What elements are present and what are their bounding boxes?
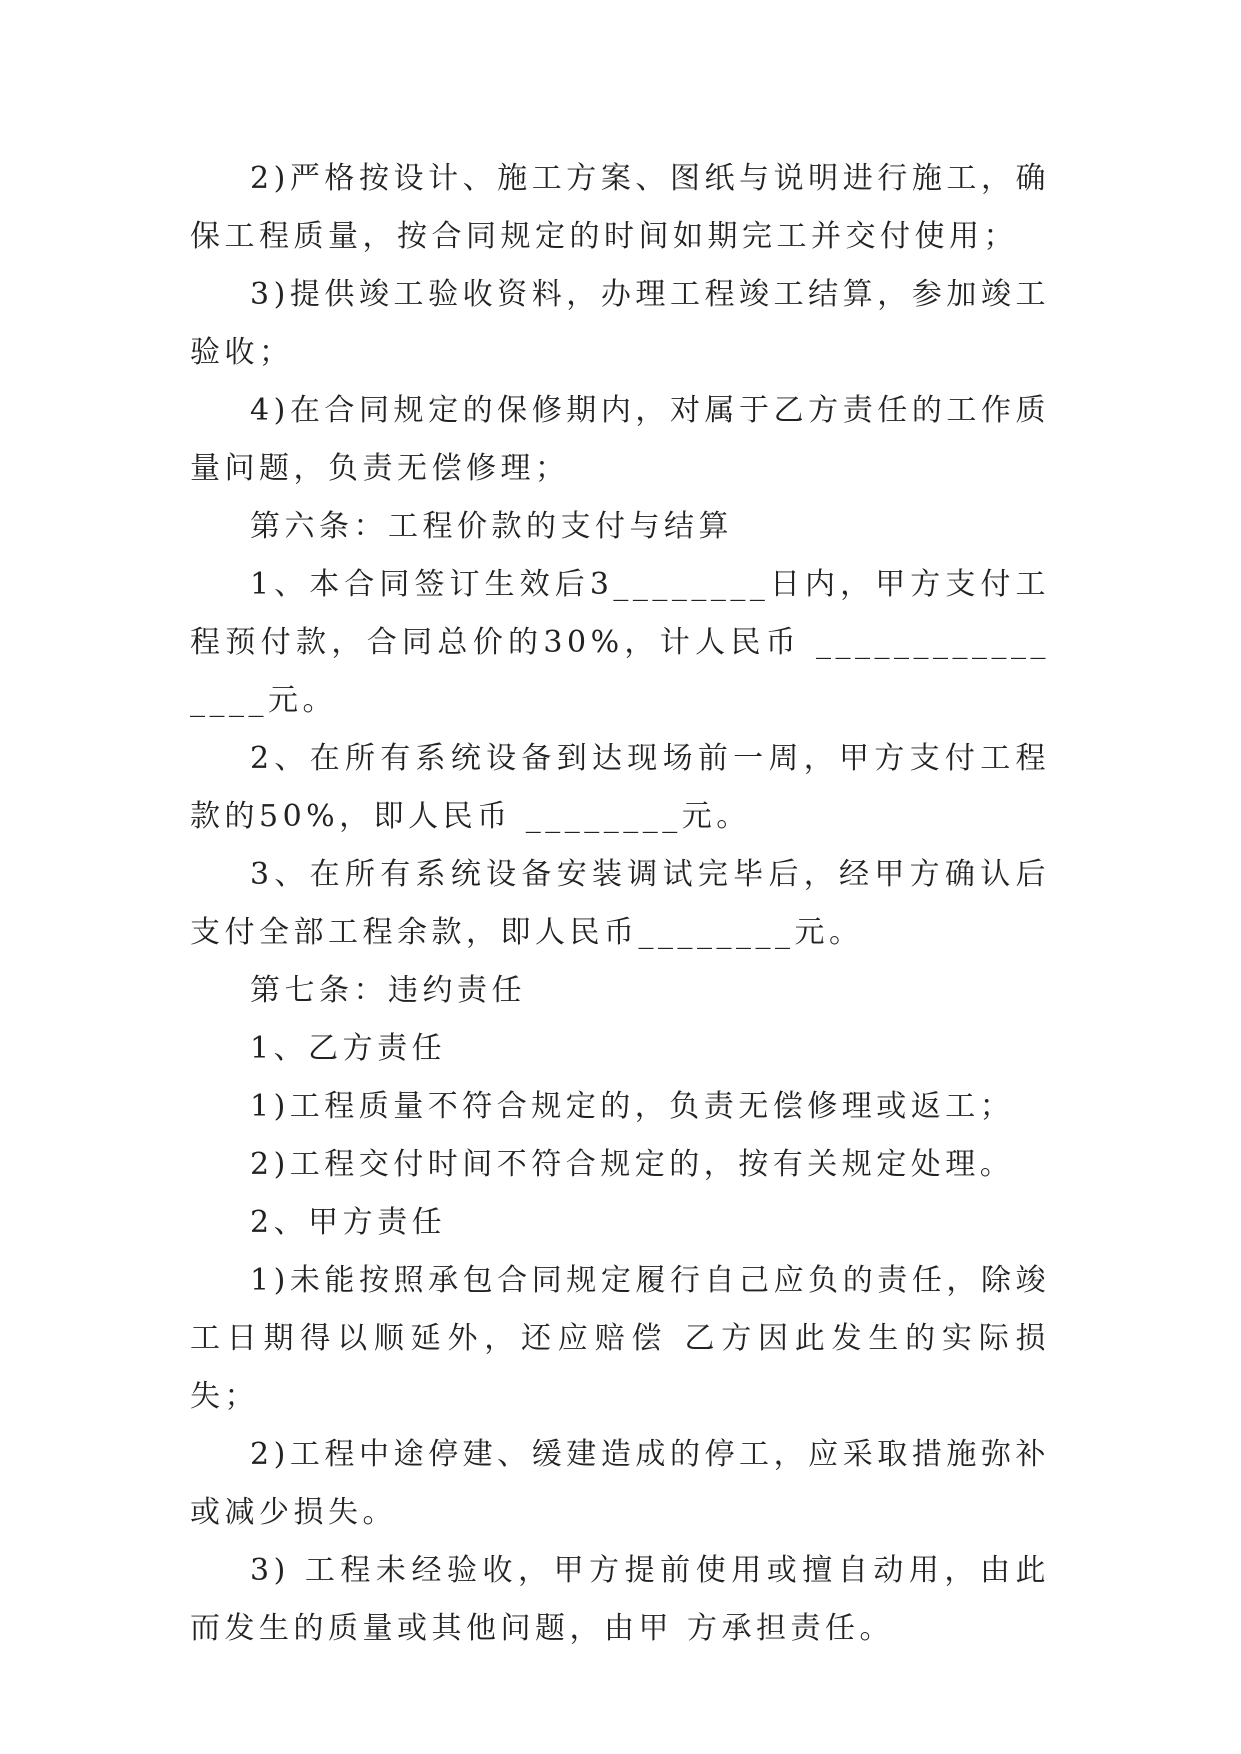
subsection-heading: 2、甲方责任 [250, 1205, 447, 1240]
clause-paragraph: 4)在合同规定的保修期内，对属于乙方责任的工作质量问题，负责无偿修理； [190, 393, 1050, 486]
clause-paragraph: 2)严格按设计、施工方案、图纸与说明进行施工，确保工程质量，按合同规定的时间如期完工并交付使用； [190, 161, 1050, 254]
clause-paragraph: 2)工程交付时间不符合规定的，按有关规定处理。 [250, 1147, 1015, 1182]
document-body [190, 150, 1050, 1658]
clause-paragraph: 3、在所有系统设备安装调试完毕后，经甲方确认后支付全部工程余款，即人民币________元。 [190, 857, 1050, 950]
clause-paragraph: 2)工程中途停建、缓建造成的停工，应采取措施弥补或减少损失。 [190, 1437, 1050, 1530]
clause-paragraph: 2、在所有系统设备到达现场前一周，甲方支付工程款的50%，即人民币 ________元。 [190, 741, 1050, 834]
subsection-heading: 1、乙方责任 [250, 1031, 447, 1066]
clause-paragraph: 3) 工程未经验收，甲方提前使用或擅自动用，由此而发生的质量或其他问题，由甲 方承担责任。 [190, 1553, 1050, 1646]
section-heading: 第六条：工程价款的支付与结算 [250, 509, 733, 544]
clause-paragraph: 1)工程质量不符合规定的，负责无偿修理或返工； [250, 1089, 1015, 1124]
clause-paragraph: 1、本合同签订生效后3________日内，甲方支付工程预付款，合同总价的30%，计人民币 ________________元。 [190, 567, 1050, 718]
clause-paragraph: 1)未能按照承包合同规定履行自己应负的责任，除竣工日期得以顺延外，还应赔偿 乙方因此发生的实际损失； [190, 1263, 1050, 1414]
clause-paragraph: 3)提供竣工验收资料，办理工程竣工结算，参加竣工验收； [190, 277, 1050, 370]
section-heading: 第七条：违约责任 [250, 973, 526, 1008]
